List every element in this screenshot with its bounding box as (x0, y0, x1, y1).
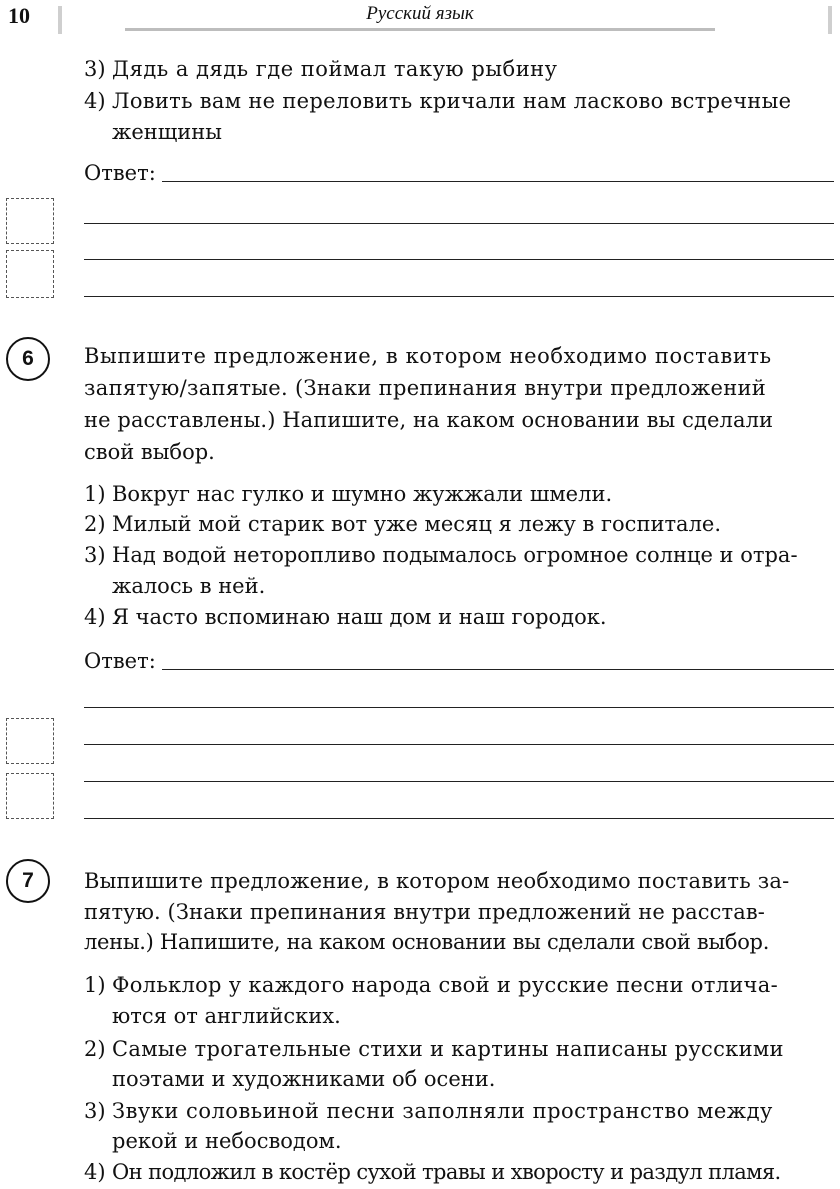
option-text: Самые трогательные стихи и картины написаны русскими (112, 1037, 784, 1061)
option-number: 4) (84, 1160, 106, 1184)
header-rule (125, 28, 715, 31)
answer-label: Ответ: (84, 649, 156, 673)
score-box (6, 718, 54, 764)
answer-line[interactable] (84, 818, 834, 819)
answer-line[interactable] (162, 181, 834, 182)
header-divider-left (58, 6, 62, 34)
option-text: жалось в ней. (112, 574, 266, 598)
answer-label: Ответ: (84, 161, 156, 185)
answer-line[interactable] (84, 744, 834, 745)
option-text: Фольклор у каждого народа свой и русские песни отлича- (112, 973, 778, 997)
option-number: 4) (84, 605, 106, 629)
task-prompt: Выпишите предложение, в котором необходимо поставить за- (84, 869, 790, 893)
page-number: 10 (8, 3, 30, 28)
header-divider-right (828, 6, 832, 34)
option-text: Вокруг нас гулко и шумно жужжали шмели. (112, 482, 613, 506)
answer-row[interactable] (84, 158, 834, 188)
answer-line[interactable] (84, 259, 834, 260)
option-number: 4) (84, 89, 106, 113)
score-box (6, 773, 54, 819)
option-text: Ловить вам не переловить кричали нам ласково встречные (112, 89, 792, 113)
task-prompt: свой выбор. (84, 440, 215, 464)
option-text: Он подложил в костёр сухой травы и хворосту и раздул пламя. (112, 1160, 781, 1184)
score-box (6, 198, 54, 244)
score-box (6, 250, 54, 298)
task-prompt: лены.) Напишите, на каком основании вы сделали свой выбор. (84, 930, 770, 954)
subject-title: Русский язык (366, 3, 474, 24)
option-text: Над водой неторопливо подымалось огромное солнце и отра- (112, 543, 798, 567)
answer-line[interactable] (84, 781, 834, 782)
task-number-badge: 7 (6, 859, 50, 903)
task-prompt: Выпишите предложение, в котором необходимо поставить (84, 344, 772, 368)
option-text: Милый мой старик вот уже месяц я лежу в госпитале. (112, 512, 722, 536)
answer-line[interactable] (84, 223, 834, 224)
answer-line[interactable] (162, 669, 834, 670)
option-text: поэтами и художниками об осени. (112, 1067, 496, 1091)
option-text: Я часто вспоминаю наш дом и наш городок. (112, 605, 607, 629)
option-text: Звуки соловьиной песни заполняли пространство между (112, 1099, 773, 1123)
task-prompt: не расставлены.) Напишите, на каком основании вы сделали (84, 408, 774, 432)
option-text: женщины (112, 120, 222, 144)
task-number-badge: 6 (6, 337, 50, 381)
option-number: 2) (84, 1037, 106, 1061)
option-text: Дядь а дядь где поймал такую рыбину (112, 57, 558, 81)
option-number: 3) (84, 57, 106, 81)
option-number: 3) (84, 1099, 106, 1123)
option-number: 1) (84, 482, 106, 506)
option-text: рекой и небосводом. (112, 1129, 342, 1153)
option-number: 2) (84, 512, 106, 536)
answer-line[interactable] (84, 296, 834, 297)
option-text: ются от английских. (112, 1004, 341, 1028)
answer-line[interactable] (84, 707, 834, 708)
answer-row[interactable] (84, 646, 834, 676)
option-number: 1) (84, 973, 106, 997)
option-number: 3) (84, 543, 106, 567)
task-prompt: запятую/запятые. (Знаки препинания внутри предложений (84, 376, 767, 400)
task-prompt: пятую. (Знаки препинания внутри предложений не расстав- (84, 900, 765, 924)
